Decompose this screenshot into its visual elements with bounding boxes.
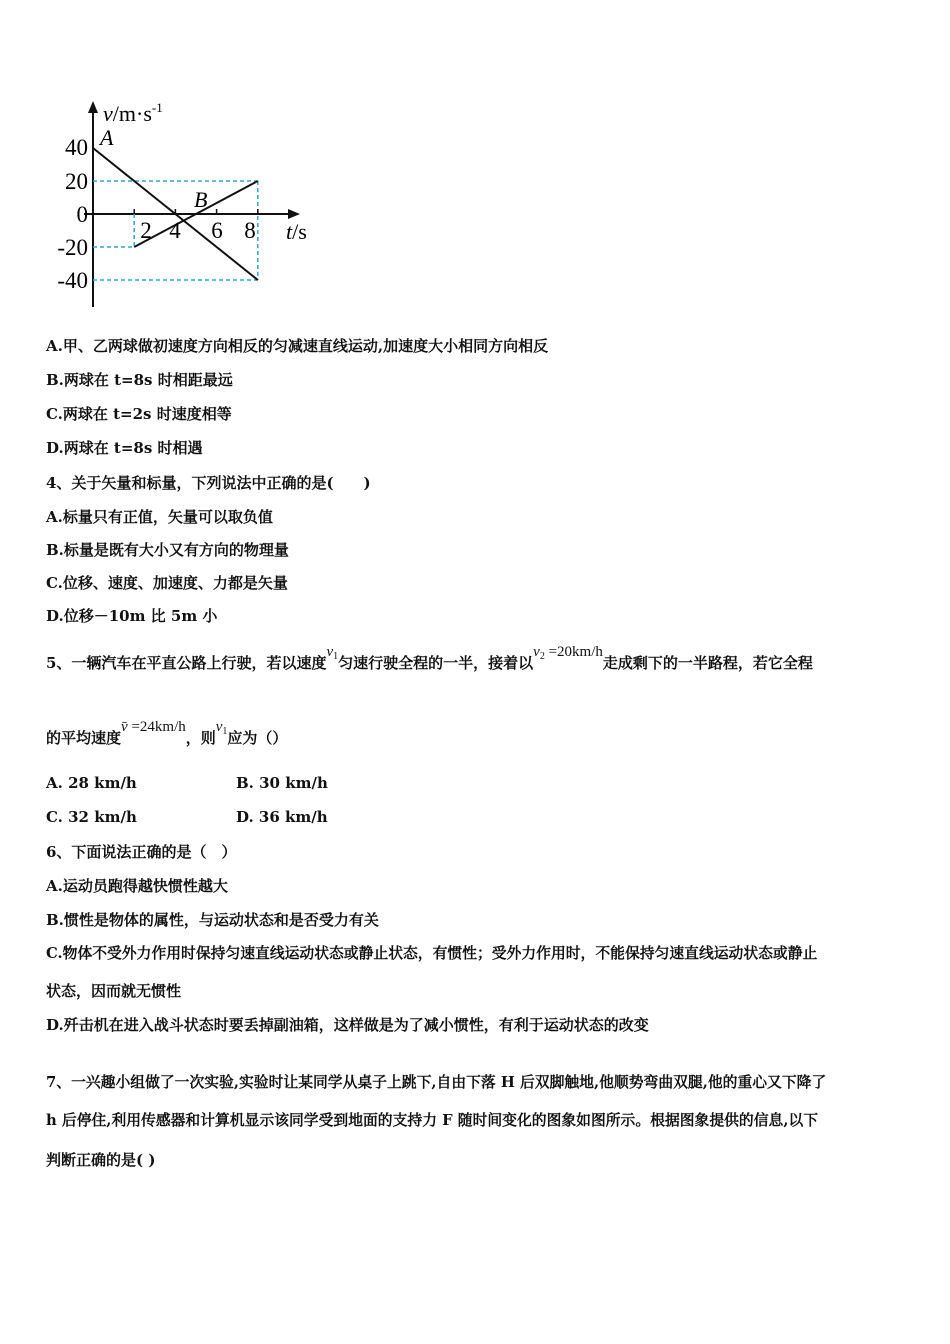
y-axis-label-v: v [103, 101, 113, 126]
q5-v1-symbol-2: $v_1$ [215, 719, 228, 737]
q6-option-c-line2: 状态，因而就无惯性 [46, 982, 182, 1000]
q5-v1-symbol: $v_1$ [326, 644, 339, 662]
series-label-a: A [100, 125, 114, 150]
q4-option-b: B.标量是既有大小又有方向的物理量 [46, 541, 289, 559]
q3-option-c: C.两球在 t=2s 时速度相等 [46, 405, 232, 423]
x-tick-label-2: 2 [140, 218, 152, 243]
q5-text-6: 应为（） [227, 729, 288, 747]
y-tick-label-0: 0 [76, 202, 88, 227]
x-axis-label [286, 219, 307, 244]
y-tick-label-40: 40 [65, 135, 88, 160]
q4-option-c: C.位移、速度、加速度、力都是矢量 [46, 574, 288, 592]
q6-option-c-line1: C.物体不受外力作用时保持匀速直线运动状态或静止状态，有惯性；受外力作用时，不能保持匀速直线运动状态或静止 [46, 945, 818, 962]
q5-options-row-2 [46, 807, 446, 827]
q5-option-b: B. 30 km/h [236, 774, 328, 792]
x-axis-label-unit: /s [292, 219, 307, 244]
q5-text-5: ，则 [185, 729, 216, 747]
x-axis-arrow [288, 209, 300, 219]
q4-option-a: A.标量只有正值，矢量可以取负值 [46, 508, 273, 526]
y-axis-label-exponent: -1 [151, 100, 163, 115]
x-axis-label-t: t [286, 219, 293, 244]
q6-option-b: B.惯性是物体的属性，与运动状态和是否受力有关 [46, 911, 379, 929]
y-tick-label-neg40: -40 [57, 268, 88, 293]
x-tick-label-8: 8 [244, 218, 256, 243]
q5-stem-line1 [46, 644, 813, 679]
x-tick-label-6: 6 [211, 218, 223, 243]
q4-option-d: D.位移－10m 比 5m 小 [46, 607, 218, 625]
q6-option-a: A.运动员跑得越快惯性越大 [46, 877, 228, 895]
q5-option-c: C. 32 km/h [46, 808, 137, 826]
q5-text-1: 5、一辆汽车在平直公路上行驶，若以速度 [46, 654, 327, 672]
q6-stem: 6、下面说法正确的是（ ） [46, 843, 237, 861]
q5-text-3: 走成剩下的一半路程，若它全程 [602, 654, 813, 672]
q6-option-d: D.歼击机在进入战斗状态时要丢掉副油箱，这样做是为了减小惯性，有利于运动状态的改变 [46, 1016, 649, 1034]
y-axis-arrow [88, 101, 98, 113]
q5-stem-line2 [46, 719, 288, 754]
q4-stem: 4、关于矢量和标量，下列说法中正确的是( ) [46, 474, 371, 492]
q3-option-d: D.两球在 t=8s 时相遇 [46, 439, 203, 457]
q5-option-d: D. 36 km/h [236, 808, 328, 826]
q5-text-4: 的平均速度 [46, 729, 122, 747]
series-label-b: B [194, 187, 208, 212]
q5-options-row-1 [46, 773, 446, 793]
q7-stem-line3: 判断正确的是( ) [46, 1151, 156, 1169]
velocity-time-graph [40, 95, 330, 315]
y-axis-label-unit: /m·s [112, 101, 152, 126]
y-axis-label [103, 100, 163, 126]
q7-stem-line2: h 后停住,利用传感器和计算机显示该同学受到地面的支持力 F 随时间变化的图象如图所示。根据图象提供的信息,以下 [46, 1112, 819, 1129]
x-tick-label-4: 4 [169, 218, 181, 243]
q5-option-a: A. 28 km/h [46, 774, 137, 792]
q5-v2-value: =20km/h [544, 644, 603, 660]
q3-option-b: B.两球在 t=8s 时相距最远 [46, 371, 233, 389]
y-tick-label-neg20: -20 [57, 235, 88, 260]
y-tick-label-20: 20 [65, 169, 88, 194]
q5-v2-symbol: $v_2$ [533, 644, 545, 662]
q3-option-a: A.甲、乙两球做初速度方向相反的匀减速直线运动,加速度大小相同方向相反 [46, 337, 549, 355]
q5-vbar-value: =24km/h [127, 719, 186, 735]
q5-text-2: 匀速行驶全程的一半，接着以 [338, 654, 534, 672]
q5-vbar-symbol: v̄ [121, 719, 128, 735]
q7-stem-line1: 7、一兴趣小组做了一次实验,实验时让某同学从桌子上跳下,自由下落 H 后双脚触地,他顺势弯曲双腿,他的重心又下降了 [46, 1074, 827, 1091]
